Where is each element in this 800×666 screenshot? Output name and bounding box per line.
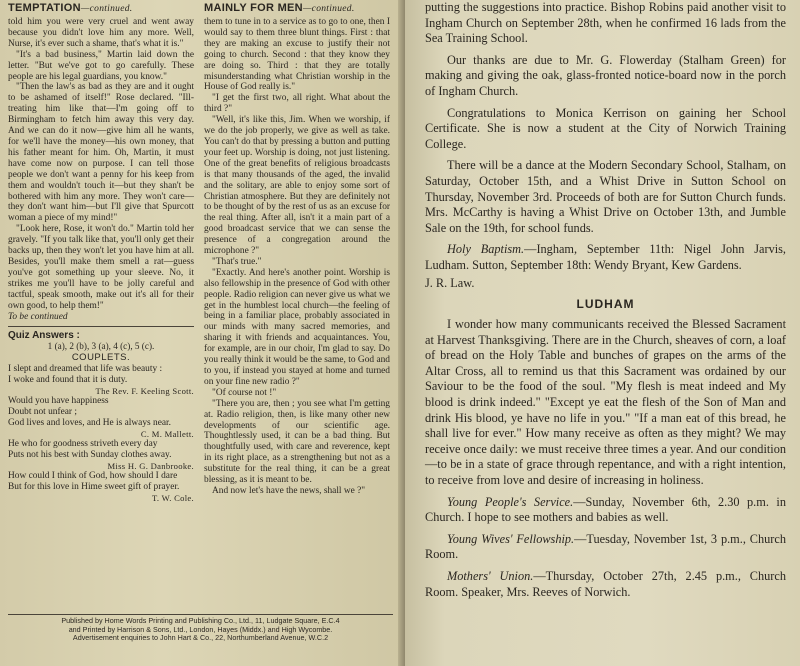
parish-news <box>405 0 800 666</box>
couplets-title: COUPLETS. <box>71 352 131 364</box>
notice-mothers-union <box>425 569 786 600</box>
mainly-for-men-column <box>204 2 390 497</box>
notice-young-wives-fellowship <box>425 532 786 563</box>
quiz-answers: 1 (a), 2 (b), 3 (a), 4 (c), 5 (c). <box>47 341 155 352</box>
notice-label: Young People's Service. <box>447 494 574 509</box>
couplet-line: Puts not his best with Sunday clothes away. <box>8 449 172 460</box>
ludham-paragraph: I wonder how many communicants received the Blessed Sacrament at Harvest Thanksgiving. There are in the Church, sheaves of corn, a loaf of bread on the Holy Table and bunches of grapes on the arms of the Altar Cross, all to remind us that this Sacrament was ordained by our Saviour to be the food of the soul. "My flesh is meat indeed and My blood is drink indeed." "Except ye eat the flesh of the Son of Man and drink His blood, ye have no life in you." "If a man eat of this bread, he shall live for ever." How many receive as often as they might? We may receive once daily: we must receive three times a year. And our condition—to be in a state of grace through repentance, and with a right intention, to receive from love and desire of increasing in holiness. <box>425 317 786 488</box>
notice-young-peoples-service <box>425 495 786 526</box>
couplet-line: I woke and found that it is duty. <box>8 375 128 386</box>
news-paragraph: Congratulations to Monica Kerrison on gaining her School Certificate. She is now a student at the City of Norwich Training College. <box>425 105 786 151</box>
quiz-title: Quiz Answers : <box>8 330 80 342</box>
couplet-author: Miss H. G. Danbrooke. <box>107 460 194 471</box>
footer-line: and Printed by Harrison & Sons, Ltd., London, Hayes (Middx.) and High Wycombe. <box>68 624 333 634</box>
publisher-footer <box>8 614 393 643</box>
section-title: LUDHAM <box>576 297 635 312</box>
story-paragraph: told him you were very cruel and went away because you didn't love him any more. Well, Nurse, it's ever such a shame, that's what it is." <box>8 17 194 49</box>
story-paragraph: "Look here, Rose, it won't do." Martin told her gravely. "If you talk like that, you'll only get their backs up, then they won't let you have him at all. Besides, you'll make them smell a rat—guess you've got something up your sleeve. No, it strikes me you'll have to be jolly careful and tactful, speak smooth, make out it's all for their own good, to help them!" <box>8 224 194 311</box>
baptism-label: Holy Baptism. <box>447 242 525 257</box>
couplet-author: The Rev. F. Keeling Scott. <box>95 386 194 397</box>
temptation-heading: TEMPTATION—continued. <box>8 2 133 14</box>
article-paragraph: "Of course not !" <box>212 387 277 398</box>
couplet-line: He who for goodness striveth every day <box>8 438 158 449</box>
notice-text: —Thursday, October 27th, 2.45 p.m., Church Room. Speaker, Mrs. Reeves of Norwich. <box>425 569 786 599</box>
couplet-line: How could I think of God, how should I dare <box>8 470 178 481</box>
news-paragraph: putting the suggestions into practice. Bishop Robins paid another visit to Ingham Church on September 28th, when he confirmed 16 lads from the Sea Training School. <box>425 0 786 46</box>
article-paragraph: "Exactly. And here's another point. Worship is also fellowship in the presence of God with other people. Radio religion can never give us what we get in the humblest local church—the feeling of being in a familiar place, probably associated in our minds with many sacred memories, and sharing it with friends and acquaintances. You, for example, are in our choir, I'm glad to say. Do you really think it would be the same, to God and to you, if instead you stayed at home and turned on your fine new radio ?" <box>204 267 390 387</box>
article-paragraph: "There you are, then ; you see what I'm getting at. Radio religion, then, is like many other new developments of our scientific age. Thoughtlessly used, it can be a bad thing. But thoughtfully used, with care and reverence, kept in its right place, as a strengthening but not as a substitute for the real thing, it can be a great blessing, as it is meant to be. <box>204 398 390 486</box>
footer-line: Published by Home Words Printing and Publishing Co., Ltd., 11, Ludgate Square, E.C.4 <box>61 616 340 625</box>
baptism-notice <box>425 242 786 273</box>
couplet-line: Would you have happiness <box>8 396 109 407</box>
article-paragraph: "Well, it's like this, Jim. When we worship, if we do the job properly, we give as well as take. You can't do that by pressing a button and putting your feet up. Worship is doing, not just listening. One of the great benefits of religious broadcasts is that many thousands of the aged, the invalid and the solitary, are able to enjoy some sort of Christian atmosphere. But they are definitely not to be thought of by the rest of us as an excuse for the real thing. After all, isn't it a main part of a good broadcast service that we can sense the presence of a congregation around the microphone ?" <box>204 115 390 257</box>
mainly-for-men-heading: MAINLY FOR MEN—continued. <box>204 2 355 14</box>
couplet-line: Doubt not unfear ; <box>8 407 77 418</box>
couplet-author: C. M. Mallett. <box>140 428 194 439</box>
couplet-line: God lives and loves, and He is always near. <box>8 418 171 428</box>
article-paragraph: "I get the first two, all right. What about the third ?" <box>204 93 390 115</box>
notice-text: —Sunday, November 6th, 2.30 p.m. in Church. I hope to see mothers and babies as well. <box>425 494 786 525</box>
notice-label: Young Wives' Fellowship. <box>447 531 575 546</box>
signature: J. R. Law. <box>425 275 475 290</box>
article-paragraph: "That's true." <box>212 256 262 267</box>
couplet-line: I slept and dreamed that life was beauty : <box>8 364 163 375</box>
news-paragraph: Our thanks are due to Mr. G. Flowerday (Stalham Green) for making and giving the oak, glass-fronted notice-board now in the porch of Ingham Church. <box>425 52 786 98</box>
notice-label: Mothers' Union. <box>447 569 534 583</box>
temptation-column <box>8 2 194 503</box>
couplet-line: But for this love in Hime sweet gift of prayer. <box>8 481 180 492</box>
to-be-continued: To be continued <box>8 312 68 323</box>
story-paragraph: "It's a bad business," Martin laid down the letter. "But we've got to go carefully. These people are his legal guardians, you know." <box>8 49 194 82</box>
notice-text: —Tuesday, November 1st, 3 p.m., Church Room. <box>425 531 786 562</box>
news-paragraph: There will be a dance at the Modern Secondary School, Stalham, on Saturday, October 15th, and a Whist Drive in Sutton School on Thursday, November 3rd. Proceeds of both are for Sutton Church funds. Mrs. McCarthy is having a Whist Drive on October 13th, and Jumble Sale on the 19th, for school funds. <box>425 158 786 235</box>
baptism-text: —Ingham, September 11th: Nigel John Jarvis, Ludham. Sutton, September 18th: Wendy Bryant, Kew Gardens. <box>425 242 787 272</box>
article-paragraph: them to tune in to a service as to go to one, then I would say to them three blunt things. First : that they are making an excuse to justify their not going to church. Second : that they know they are doing so. Third : that they are totally misunderstanding what Christian worship in the House of God really is." <box>204 17 390 93</box>
story-paragraph: "Then the law's as bad as they are and it ought to be ashamed of itself!" Rose declared. "Ill-treating him like that—I'm going off to Birmingham to fetch him away this very day. And we can do it now—give him all he wants, for we'll have the money—his own money, that his father meant for him. Oh, Martin, it must have come now on purpose. I can tell those people we don't want a penny for his keep from them and wouldn't touch it—but they shan't be bothered with him any more. They won't care—they don't want him—but I'll give that Spurcott woman a piece of my mind!" <box>8 82 194 224</box>
divider <box>8 326 194 327</box>
article-paragraph: And now let's have the news, shall we ?" <box>212 485 366 496</box>
couplet-author: T. W. Cole. <box>151 492 194 503</box>
footer-line: Advertisement enquiries to John Hart & Co., 22, Northumberland Avenue, W.C.2 <box>72 633 329 643</box>
